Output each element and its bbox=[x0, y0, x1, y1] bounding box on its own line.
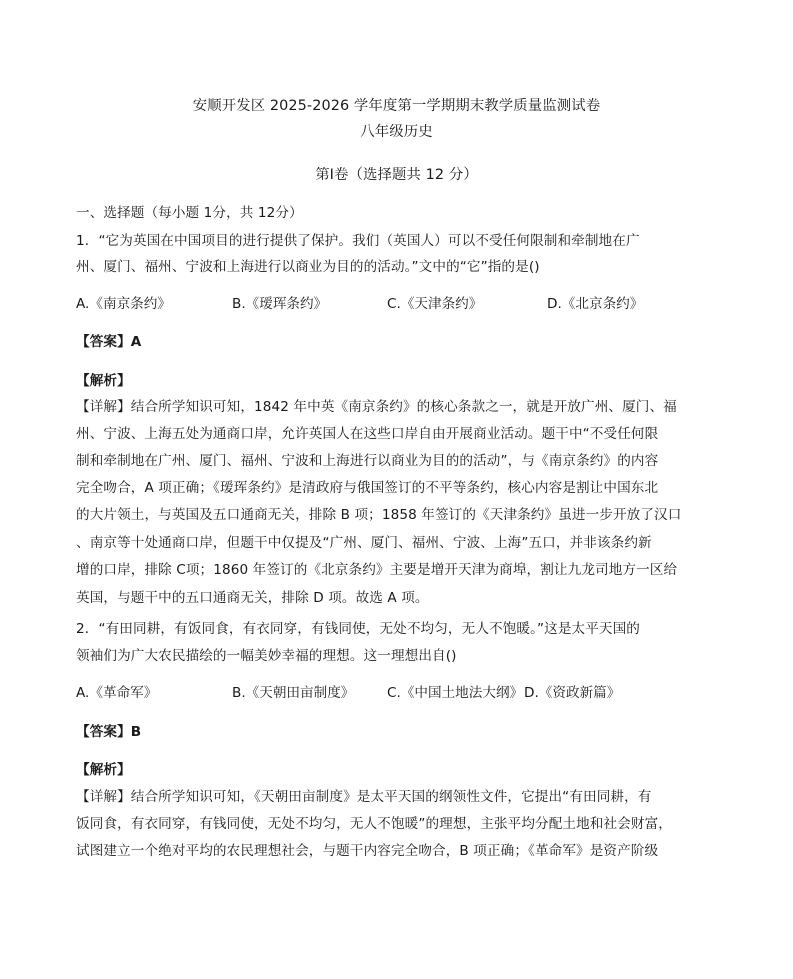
q1-detail-line: 完全吻合，A 项正确；《瑷珲条约》是清政府与俄国签订的不平等条约，核心内容是割让中国东北 bbox=[76, 480, 659, 496]
exam-title: 安顺开发区 2025-2026 学年度第一学期期末教学质量监测试卷 bbox=[192, 98, 601, 114]
q1-stem-line-1: 1．“它为英国在中国项目的进行提供了保护。我们（英国人）可以不受任何限制和牵制地在广 bbox=[76, 233, 640, 249]
q1-answer bbox=[76, 333, 141, 351]
q1-detail-line: 的大片领土，与英国及五口通商无关，排除 B 项；1858 年签订的《天津条约》虽进一步开放了汉口 bbox=[76, 507, 682, 523]
q2-option-b: B.《天朝田亩制度》 bbox=[232, 685, 355, 701]
q2-answer bbox=[76, 723, 141, 741]
q2-detail-line: 试图建立一个绝对平均的农民理想社会，与题干内容完全吻合，B 项正确；《革命军》是资产阶级 bbox=[76, 843, 659, 859]
q1-stem-line-2: 州、厦门、福州、宁波和上海进行以商业为目的的活动。”文中的“它”指的是() bbox=[76, 259, 540, 275]
q2-answer-value: B bbox=[130, 724, 142, 740]
q2-detail-line: 饭同食，有衣同穿，有钱同使，无处不均匀，无人不饱暖”的理想，主张平均分配土地和社会财富， bbox=[76, 816, 672, 832]
q1-detail-line: 制和牵制地在广州、厦门、福州、宁波和上海进行以商业为目的的活动”，与《南京条约》的内容 bbox=[76, 453, 659, 469]
q2-option-c: C.《中国土地法大纲》 bbox=[387, 685, 524, 701]
section-heading: 一、选择题（每小题 1分，共 12分） bbox=[76, 205, 303, 221]
q1-option-a: A.《南京条约》 bbox=[76, 296, 171, 312]
q1-analysis-label: 【解析】 bbox=[76, 373, 131, 389]
q1-detail-line: 【详解】结合所学知识可知，1842 年中英《南京条约》的核心条款之一，就是开放广州、厦门、福 bbox=[76, 399, 677, 415]
part-heading: 第Ⅰ卷（选择题共 12 分） bbox=[315, 167, 478, 183]
q2-answer-label: 【答案】 bbox=[76, 724, 131, 740]
q2-analysis-label: 【解析】 bbox=[76, 762, 131, 778]
q1-answer-value: A bbox=[130, 334, 142, 350]
q1-option-d: D.《北京条约》 bbox=[547, 296, 644, 312]
q2-option-d: D.《资政新篇》 bbox=[524, 685, 621, 701]
q2-stem-line-1: 2．“有田同耕，有饭同食，有衣同穿，有钱同使，无处不均匀，无人不饱暖。”这是太平天国的 bbox=[76, 621, 640, 637]
q1-detail-line: 英国，与题干中的五口通商无关，排除 D 项。故选 A 项。 bbox=[76, 590, 429, 606]
q1-detail-line: 、南京等十处通商口岸，但题干中仅提及“广州、厦门、福州、宁波、上海”五口，并非该条约新 bbox=[76, 535, 652, 551]
exam-subtitle: 八年级历史 bbox=[360, 124, 433, 140]
q2-detail-line: 【详解】结合所学知识可知，《天朝田亩制度》是太平天国的纲领性文件，它提出“有田同耕，有 bbox=[76, 789, 652, 805]
q1-option-c: C.《天津条约》 bbox=[387, 296, 483, 312]
q2-option-a: A.《革命军》 bbox=[76, 685, 158, 701]
q1-option-b: B.《瑷珲条约》 bbox=[232, 296, 328, 312]
q1-detail-line: 增的口岸，排除 C项；1860 年签订的《北京条约》主要是增开天津为商埠，割让九龙司地方一区给 bbox=[76, 562, 678, 578]
q1-answer-label: 【答案】 bbox=[76, 334, 131, 350]
q1-detail-line: 州、宁波、上海五处为通商口岸，允许英国人在这些口岸自由开展商业活动。题干中“不受任何限 bbox=[76, 426, 659, 442]
q2-stem-line-2: 领袖们为广大农民描绘的一幅美妙幸福的理想。这一理想出自() bbox=[76, 648, 457, 664]
